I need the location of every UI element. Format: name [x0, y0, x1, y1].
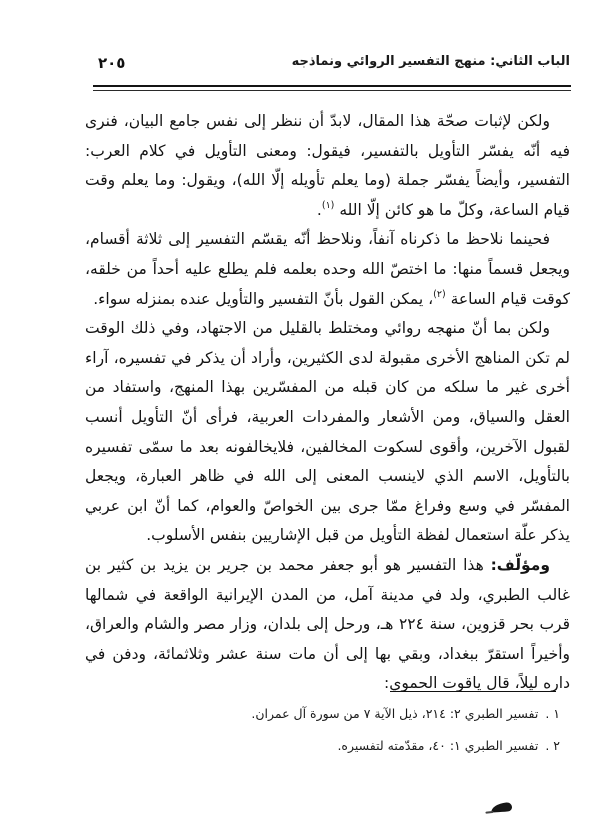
footnote-text: تفسير الطبري ٢: ٢١٤، ذيل الآية ٧ من سورة آل عمران.: [251, 706, 539, 721]
paragraph: [85, 551, 570, 699]
footnote-item-1: [60, 698, 560, 730]
footnote-number: ١ .: [545, 706, 560, 721]
ink-smudge-mark: [491, 802, 513, 813]
paragraph-text-segment: هذا التفسير هو أبو جعفر محمد بن جرير بن يزيد بن كثير بن غالب الطبري، ولد في مدينة آمل، من المدن الإيرانية الواقعة في شمالها قرب بحر قزوين، سنة ٢٢٤ هـ، ورحل إلى بلدان، وزار مصر والشام والعراق، وأخيراً استقرّ ببغداد، وبقي بها إلى أن مات سنة عشر وثلاثمائة، ودفن في داره ليلاً، قال ياقوت الحموي:: [85, 555, 571, 693]
paragraph-text-segment: فحينما نلاحظ ما ذكرناه آنفاً، ونلاحظ أنّه يقسّم التفسير إلى ثلاثة أقسام، ويجعل قسماً منها: ما اختصّ الله وحده بعلمه فلم يطلع عليه أحداً من خلقه، كوقت قيام الساعة: [85, 230, 570, 308]
paragraph-text-segment: .: [316, 200, 322, 219]
footnote-item-2: [60, 730, 560, 762]
header-double-rule: [93, 85, 571, 91]
paragraph: [85, 314, 570, 551]
footnote-ref-1: (١): [321, 199, 335, 211]
page-number: ٢٠٥: [98, 54, 126, 72]
paragraph-text-segment: ولكن لإثبات صحّة هذا المقال، لابدّ أن ننظر إلى نفس جامع البيان، فنرى فيه أنّه يفسّر التأويل بالتفسير، فيقول: ومعنى التأويل في كلام العرب: التفسير، وأيضاً يفسّر جملة (وما يعلم تأويله إلّا الله)، ويقول: وما يعلم وقت قيام الساعة، وكلّ ما هو كائن إلّا الله: [85, 112, 570, 219]
paragraph: [85, 107, 570, 225]
body-text: [85, 107, 570, 699]
chapter-title: الباب الثاني: منهج التفسير الروائي ونماذجه: [291, 54, 570, 69]
footnote-ref-2: (٢): [433, 288, 446, 300]
footnotes: [60, 698, 560, 762]
footnote-number: ٢ .: [545, 738, 560, 753]
author-lead-word: ومؤلّف:: [490, 555, 550, 574]
paragraph-text-segment: ولكن بما أنّ منهجه روائي ومختلط بالقليل من الاجتهاد، وفي ذلك الوقت لم تكن المناهج الأخرى مقبولة لدى الكثيرين، وأراد أن يذكر في تفسيره، آراء أخرى غير ما سلكه من كان قبله من المفسّرين بهذا المنهج، واستفاد من العقل والسياق، ومن الأشعار والمفردات العربية، فرأى أنّ التأويل أنسب لقبول الآخرين، وأقوى لسكوت المخالفين، فلايخالفونه بعد ما سمّى تفسيره بالتأويل، الاسم الذي لاينسب المعنى إلى الله في ظاهر العبارة، ويجعل المفسّر في وسع وفراغ ممّا جرى بين الخواصّ والعوام، كما أنّ ابن عربي يذكر علّة استعمال لفظة التأويل من قبل الإشاريين بنفس الأسلوب.: [85, 319, 570, 545]
footnote-text: تفسير الطبري ١: ٤٠، مقدّمته لتفسيره.: [337, 738, 539, 753]
footnote-separator-rule: [390, 691, 556, 692]
paragraph-text-segment: ، يمكن القول بأنّ التفسير والتأويل عنده بمنزله سواء.: [93, 289, 434, 308]
paragraph: [85, 225, 570, 314]
